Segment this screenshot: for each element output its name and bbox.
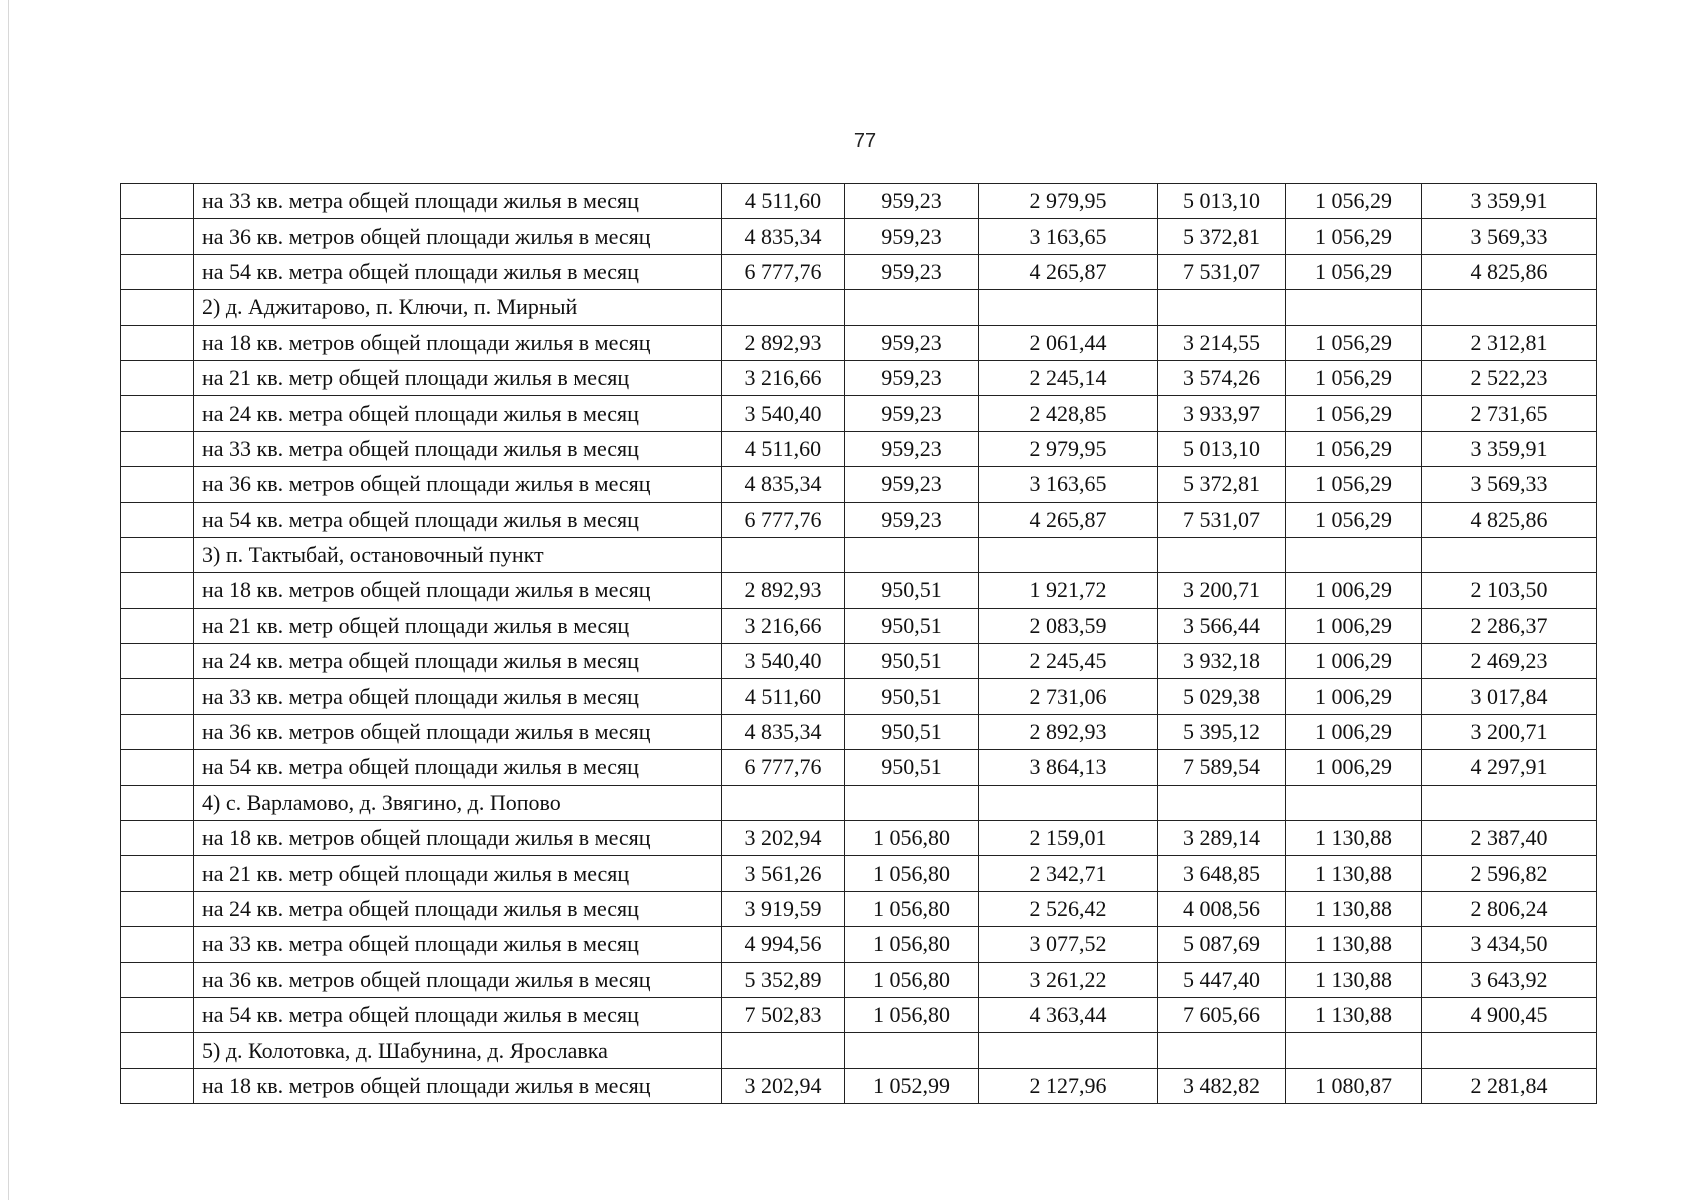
- value-cell-1: 4 511,60: [722, 184, 845, 219]
- value-cell-4: 7 531,07: [1158, 502, 1286, 537]
- row-label-cell: на 54 кв. метра общей площади жилья в месяц: [194, 750, 722, 785]
- table-row: [121, 750, 1597, 785]
- table-row: [121, 785, 1597, 820]
- row-label-cell: 5) д. Колотовка, д. Шабунина, д. Ярославка: [194, 1033, 722, 1068]
- value-cell-1: 4 511,60: [722, 679, 845, 714]
- row-index-cell: [121, 290, 194, 325]
- row-label-cell: на 18 кв. метров общей площади жилья в месяц: [194, 1068, 722, 1103]
- value-cell-3: [979, 1033, 1158, 1068]
- value-cell-4: [1158, 537, 1286, 572]
- value-cell-3: 2 245,45: [979, 644, 1158, 679]
- value-cell-4: 5 013,10: [1158, 431, 1286, 466]
- value-cell-6: 4 900,45: [1422, 997, 1597, 1032]
- table-row: [121, 254, 1597, 289]
- row-label-cell: 2) д. Аджитарово, п. Ключи, п. Мирный: [194, 290, 722, 325]
- value-cell-3: 2 061,44: [979, 325, 1158, 360]
- table-row: [121, 467, 1597, 502]
- row-index-cell: [121, 467, 194, 502]
- value-cell-3: 2 979,95: [979, 184, 1158, 219]
- value-cell-3: 2 342,71: [979, 856, 1158, 891]
- value-cell-1: 3 540,40: [722, 396, 845, 431]
- value-cell-2: 950,51: [845, 644, 979, 679]
- value-cell-1: [722, 290, 845, 325]
- value-cell-5: 1 006,29: [1286, 608, 1422, 643]
- value-cell-1: 4 835,34: [722, 467, 845, 502]
- value-cell-4: 5 087,69: [1158, 927, 1286, 962]
- value-cell-2: 959,23: [845, 396, 979, 431]
- value-cell-1: [722, 1033, 845, 1068]
- value-cell-4: 3 932,18: [1158, 644, 1286, 679]
- value-cell-4: 7 605,66: [1158, 997, 1286, 1032]
- value-cell-4: 3 214,55: [1158, 325, 1286, 360]
- value-cell-2: 950,51: [845, 608, 979, 643]
- value-cell-6: 4 825,86: [1422, 254, 1597, 289]
- row-index-cell: [121, 785, 194, 820]
- value-cell-4: [1158, 785, 1286, 820]
- row-index-cell: [121, 927, 194, 962]
- value-cell-3: 2 526,42: [979, 891, 1158, 926]
- table-row: [121, 360, 1597, 395]
- table-row: [121, 891, 1597, 926]
- table-row: [121, 219, 1597, 254]
- row-index-cell: [121, 396, 194, 431]
- value-cell-4: 7 589,54: [1158, 750, 1286, 785]
- row-index-cell: [121, 254, 194, 289]
- value-cell-5: [1286, 785, 1422, 820]
- value-cell-2: [845, 785, 979, 820]
- value-cell-2: 1 056,80: [845, 962, 979, 997]
- value-cell-6: 2 286,37: [1422, 608, 1597, 643]
- row-index-cell: [121, 644, 194, 679]
- value-cell-3: [979, 290, 1158, 325]
- value-cell-4: 3 289,14: [1158, 821, 1286, 856]
- value-cell-2: 959,23: [845, 254, 979, 289]
- row-label-cell: на 36 кв. метров общей площади жилья в месяц: [194, 467, 722, 502]
- value-cell-6: 2 281,84: [1422, 1068, 1597, 1103]
- value-cell-5: 1 006,29: [1286, 644, 1422, 679]
- value-cell-4: 3 648,85: [1158, 856, 1286, 891]
- value-cell-2: 1 056,80: [845, 891, 979, 926]
- value-cell-1: [722, 785, 845, 820]
- value-cell-6: 2 806,24: [1422, 891, 1597, 926]
- value-cell-6: 2 731,65: [1422, 396, 1597, 431]
- row-index-cell: [121, 502, 194, 537]
- table-row: [121, 856, 1597, 891]
- value-cell-4: 5 029,38: [1158, 679, 1286, 714]
- row-index-cell: [121, 891, 194, 926]
- table-row: [121, 502, 1597, 537]
- value-cell-5: 1 130,88: [1286, 927, 1422, 962]
- value-cell-3: 3 163,65: [979, 467, 1158, 502]
- table-body: [121, 184, 1597, 1104]
- value-cell-4: 4 008,56: [1158, 891, 1286, 926]
- row-label-cell: на 54 кв. метра общей площади жилья в месяц: [194, 254, 722, 289]
- value-cell-5: 1 056,29: [1286, 184, 1422, 219]
- value-cell-6: 2 596,82: [1422, 856, 1597, 891]
- row-index-cell: [121, 184, 194, 219]
- value-cell-2: [845, 1033, 979, 1068]
- tariff-table: [120, 183, 1597, 1104]
- value-cell-6: 4 297,91: [1422, 750, 1597, 785]
- value-cell-4: 5 372,81: [1158, 467, 1286, 502]
- table-row: [121, 962, 1597, 997]
- value-cell-4: 3 933,97: [1158, 396, 1286, 431]
- value-cell-4: 5 395,12: [1158, 714, 1286, 749]
- value-cell-2: 1 052,99: [845, 1068, 979, 1103]
- value-cell-1: 3 216,66: [722, 360, 845, 395]
- row-index-cell: [121, 360, 194, 395]
- value-cell-5: 1 056,29: [1286, 467, 1422, 502]
- table-row: [121, 290, 1597, 325]
- value-cell-2: 1 056,80: [845, 856, 979, 891]
- value-cell-1: 3 919,59: [722, 891, 845, 926]
- value-cell-3: [979, 785, 1158, 820]
- row-label-cell: на 24 кв. метра общей площади жилья в месяц: [194, 396, 722, 431]
- row-index-cell: [121, 608, 194, 643]
- value-cell-4: [1158, 290, 1286, 325]
- value-cell-2: 959,23: [845, 431, 979, 466]
- value-cell-4: 5 013,10: [1158, 184, 1286, 219]
- value-cell-5: 1 130,88: [1286, 997, 1422, 1032]
- value-cell-3: 3 261,22: [979, 962, 1158, 997]
- value-cell-2: 950,51: [845, 714, 979, 749]
- row-index-cell: [121, 856, 194, 891]
- page-number: 77: [853, 130, 877, 152]
- row-label-cell: на 18 кв. метров общей площади жилья в месяц: [194, 325, 722, 360]
- value-cell-6: [1422, 1033, 1597, 1068]
- value-cell-1: 4 994,56: [722, 927, 845, 962]
- row-label-cell: на 18 кв. метров общей площади жилья в месяц: [194, 573, 722, 608]
- table-row: [121, 679, 1597, 714]
- row-index-cell: [121, 821, 194, 856]
- table-row: [121, 821, 1597, 856]
- value-cell-2: 959,23: [845, 502, 979, 537]
- value-cell-3: 2 159,01: [979, 821, 1158, 856]
- value-cell-4: 3 574,26: [1158, 360, 1286, 395]
- value-cell-4: 3 200,71: [1158, 573, 1286, 608]
- row-label-cell: на 24 кв. метра общей площади жилья в месяц: [194, 891, 722, 926]
- value-cell-2: 959,23: [845, 325, 979, 360]
- value-cell-6: 2 103,50: [1422, 573, 1597, 608]
- value-cell-5: 1 130,88: [1286, 856, 1422, 891]
- value-cell-4: [1158, 1033, 1286, 1068]
- value-cell-2: 1 056,80: [845, 997, 979, 1032]
- value-cell-6: [1422, 290, 1597, 325]
- table-row: [121, 537, 1597, 572]
- value-cell-1: 6 777,76: [722, 502, 845, 537]
- value-cell-3: 2 892,93: [979, 714, 1158, 749]
- value-cell-1: 2 892,93: [722, 573, 845, 608]
- value-cell-1: 4 511,60: [722, 431, 845, 466]
- row-label-cell: на 54 кв. метра общей площади жилья в месяц: [194, 502, 722, 537]
- value-cell-5: 1 006,29: [1286, 714, 1422, 749]
- value-cell-6: [1422, 785, 1597, 820]
- value-cell-4: 7 531,07: [1158, 254, 1286, 289]
- value-cell-6: 3 359,91: [1422, 431, 1597, 466]
- value-cell-1: 6 777,76: [722, 254, 845, 289]
- value-cell-5: 1 130,88: [1286, 891, 1422, 926]
- row-index-cell: [121, 219, 194, 254]
- value-cell-6: 2 312,81: [1422, 325, 1597, 360]
- value-cell-5: [1286, 1033, 1422, 1068]
- table-row: [121, 573, 1597, 608]
- value-cell-2: 1 056,80: [845, 821, 979, 856]
- row-label-cell: 4) с. Варламово, д. Звягино, д. Попово: [194, 785, 722, 820]
- value-cell-1: 6 777,76: [722, 750, 845, 785]
- row-label-cell: на 33 кв. метра общей площади жилья в месяц: [194, 927, 722, 962]
- value-cell-3: 2 083,59: [979, 608, 1158, 643]
- value-cell-5: 1 080,87: [1286, 1068, 1422, 1103]
- value-cell-1: [722, 537, 845, 572]
- value-cell-1: 3 540,40: [722, 644, 845, 679]
- row-label-cell: на 36 кв. метров общей площади жилья в месяц: [194, 714, 722, 749]
- value-cell-3: 4 265,87: [979, 254, 1158, 289]
- value-cell-3: 1 921,72: [979, 573, 1158, 608]
- value-cell-1: 3 202,94: [722, 821, 845, 856]
- value-cell-2: 950,51: [845, 573, 979, 608]
- value-cell-5: 1 056,29: [1286, 431, 1422, 466]
- value-cell-5: [1286, 290, 1422, 325]
- value-cell-6: 3 017,84: [1422, 679, 1597, 714]
- value-cell-2: 959,23: [845, 467, 979, 502]
- value-cell-5: 1 056,29: [1286, 219, 1422, 254]
- value-cell-2: 950,51: [845, 750, 979, 785]
- value-cell-3: 3 864,13: [979, 750, 1158, 785]
- row-label-cell: 3) п. Тактыбай, остановочный пункт: [194, 537, 722, 572]
- row-index-cell: [121, 997, 194, 1032]
- value-cell-3: [979, 537, 1158, 572]
- value-cell-4: 3 566,44: [1158, 608, 1286, 643]
- value-cell-4: 5 447,40: [1158, 962, 1286, 997]
- value-cell-1: 2 892,93: [722, 325, 845, 360]
- value-cell-3: 2 127,96: [979, 1068, 1158, 1103]
- row-label-cell: на 33 кв. метра общей площади жилья в месяц: [194, 184, 722, 219]
- value-cell-5: 1 056,29: [1286, 254, 1422, 289]
- value-cell-3: 2 731,06: [979, 679, 1158, 714]
- value-cell-2: 959,23: [845, 360, 979, 395]
- row-index-cell: [121, 1068, 194, 1103]
- value-cell-6: 3 569,33: [1422, 219, 1597, 254]
- row-index-cell: [121, 431, 194, 466]
- row-label-cell: на 36 кв. метров общей площади жилья в месяц: [194, 962, 722, 997]
- row-label-cell: на 18 кв. метров общей площади жилья в месяц: [194, 821, 722, 856]
- value-cell-4: 3 482,82: [1158, 1068, 1286, 1103]
- table-row: [121, 396, 1597, 431]
- table-row: [121, 644, 1597, 679]
- table-row: [121, 1033, 1597, 1068]
- row-label-cell: на 21 кв. метр общей площади жилья в месяц: [194, 856, 722, 891]
- value-cell-6: 4 825,86: [1422, 502, 1597, 537]
- value-cell-6: [1422, 537, 1597, 572]
- value-cell-3: 3 077,52: [979, 927, 1158, 962]
- value-cell-5: 1 056,29: [1286, 502, 1422, 537]
- table-row: [121, 927, 1597, 962]
- value-cell-6: 3 359,91: [1422, 184, 1597, 219]
- value-cell-1: 5 352,89: [722, 962, 845, 997]
- row-index-cell: [121, 537, 194, 572]
- value-cell-6: 3 569,33: [1422, 467, 1597, 502]
- row-index-cell: [121, 573, 194, 608]
- row-label-cell: на 33 кв. метра общей площади жилья в месяц: [194, 679, 722, 714]
- value-cell-6: 3 434,50: [1422, 927, 1597, 962]
- value-cell-1: 4 835,34: [722, 219, 845, 254]
- value-cell-1: 7 502,83: [722, 997, 845, 1032]
- value-cell-5: [1286, 537, 1422, 572]
- row-label-cell: на 36 кв. метров общей площади жилья в месяц: [194, 219, 722, 254]
- value-cell-1: 3 561,26: [722, 856, 845, 891]
- value-cell-1: 3 216,66: [722, 608, 845, 643]
- value-cell-3: 2 979,95: [979, 431, 1158, 466]
- value-cell-1: 3 202,94: [722, 1068, 845, 1103]
- value-cell-6: 2 469,23: [1422, 644, 1597, 679]
- value-cell-6: 2 387,40: [1422, 821, 1597, 856]
- value-cell-3: 2 428,85: [979, 396, 1158, 431]
- table-row: [121, 184, 1597, 219]
- table-row: [121, 1068, 1597, 1103]
- value-cell-6: 3 643,92: [1422, 962, 1597, 997]
- value-cell-3: 2 245,14: [979, 360, 1158, 395]
- row-label-cell: на 24 кв. метра общей площади жилья в месяц: [194, 644, 722, 679]
- value-cell-3: 3 163,65: [979, 219, 1158, 254]
- row-index-cell: [121, 1033, 194, 1068]
- row-label-cell: на 21 кв. метр общей площади жилья в месяц: [194, 608, 722, 643]
- value-cell-5: 1 006,29: [1286, 750, 1422, 785]
- value-cell-2: 1 056,80: [845, 927, 979, 962]
- value-cell-4: 5 372,81: [1158, 219, 1286, 254]
- page-margin-line: [8, 0, 9, 1200]
- value-cell-5: 1 056,29: [1286, 396, 1422, 431]
- row-label-cell: на 33 кв. метра общей площади жилья в месяц: [194, 431, 722, 466]
- table-row: [121, 608, 1597, 643]
- row-label-cell: на 21 кв. метр общей площади жилья в месяц: [194, 360, 722, 395]
- row-index-cell: [121, 962, 194, 997]
- row-label-cell: на 54 кв. метра общей площади жилья в месяц: [194, 997, 722, 1032]
- value-cell-2: 959,23: [845, 184, 979, 219]
- value-cell-3: 4 363,44: [979, 997, 1158, 1032]
- row-index-cell: [121, 679, 194, 714]
- row-index-cell: [121, 714, 194, 749]
- value-cell-2: 950,51: [845, 679, 979, 714]
- row-index-cell: [121, 750, 194, 785]
- table-row: [121, 325, 1597, 360]
- value-cell-2: [845, 290, 979, 325]
- value-cell-5: 1 056,29: [1286, 325, 1422, 360]
- value-cell-3: 4 265,87: [979, 502, 1158, 537]
- value-cell-6: 2 522,23: [1422, 360, 1597, 395]
- value-cell-2: [845, 537, 979, 572]
- value-cell-5: 1 056,29: [1286, 360, 1422, 395]
- value-cell-2: 959,23: [845, 219, 979, 254]
- table-row: [121, 997, 1597, 1032]
- value-cell-5: 1 130,88: [1286, 821, 1422, 856]
- value-cell-5: 1 006,29: [1286, 573, 1422, 608]
- value-cell-5: 1 006,29: [1286, 679, 1422, 714]
- value-cell-1: 4 835,34: [722, 714, 845, 749]
- row-index-cell: [121, 325, 194, 360]
- table-row: [121, 431, 1597, 466]
- value-cell-5: 1 130,88: [1286, 962, 1422, 997]
- value-cell-6: 3 200,71: [1422, 714, 1597, 749]
- table-row: [121, 714, 1597, 749]
